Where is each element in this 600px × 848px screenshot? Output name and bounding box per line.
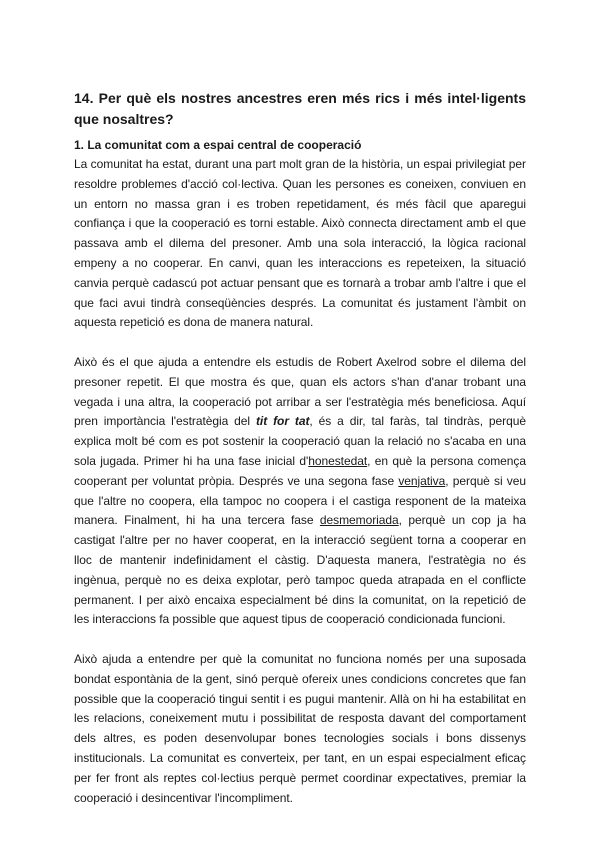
- term-venjativa: venjativa: [398, 473, 446, 488]
- paragraph-3: Això ajuda a entendre per què la comunitat no funciona només per una suposada bondat espontània de la gent, sinó perquè ofereix unes condicions concretes que fan possible que la cooperació tingui sentit i es pugui mantenir. Allà on hi ha estabilitat en les relacions, coneixement mutu i possibilitat de resposta davant del comportament dels altres, es poden desenvolupar bones tecnologies socials i bons dissenys institucionals. La comunitat es converteix, per tant, en un espai especialment eficaç per fer front als reptes col·lectius perquè permet coordinar expectatives, premiar la cooperació i desincentivar l'incompliment.: [74, 651, 526, 805]
- document-page: [74, 88, 526, 828]
- paragraph-2-text-5: , perquè un cop ja ha castigat l'altre per no haver cooperat, en la interacció següent torna a cooperar en lloc de mantenir indefinidament el càstig. D'aquesta manera, l'estratègia no és ingènua, perquè no es deixa explotar, però tampoc queda atrapada en el conflicte permanent. I per això encaixa especialment bé dins la comunitat, on la repetició de les interaccions fa possible que aquest tipus de cooperació condicionada funcioni.: [74, 513, 526, 627]
- paragraph-2-text-1: Això és el que ajuda a entendre els estudis de Robert Axelrod sobre el dilema del presoner repetit. El que mostra és que, quan els actors s'han d'anar trobant una vegada i una altra, la cooperació pot arribar a ser l'estratègia més beneficiosa. Aquí pren importància l'estratègia del: [74, 354, 526, 429]
- document-title: 14. Per què els nostres ancestres eren més rics i més intel·ligents que nosaltres?: [74, 90, 526, 127]
- paragraph-2: [74, 353, 526, 630]
- term-desmemoriada: desmemoriada: [319, 513, 399, 528]
- paragraph-2-text-4: , perquè si veu que l'altre no coopera, ella tampoc no coopera i el castiga responent de la mateixa manera. Finalment, hi ha una tercera fase: [74, 473, 526, 528]
- paragraph-2-text-3: , en què la persona comença cooperant per voluntat pròpia. Després ve una segona fase: [74, 453, 526, 488]
- paragraph-2-text-2: , és a dir, tal faràs, tal tindràs, perquè explica molt bé com es pot sostenir la cooperació quan la relació no s'acaba en una sola jugada. Primer hi ha una fase inicial d': [74, 414, 526, 468]
- term-honestedat: honestedat: [308, 453, 368, 468]
- paragraph-1: La comunitat ha estat, durant una part molt gran de la història, un espai privilegiat per resoldre problemes d'acció col·lectiva. Quan les persones es coneixen, conviuen en un entorn no massa gran i es troben repetidament, és més fàcil que aparegui confiança i que la cooperació es torni estable. Això connecta directament amb el que passava amb el dilema del presoner. Amb una sola interacció, la lògica racional empeny a no cooperar. En canvi, quan les interaccions es repeteixen, la situació canvia perquè cadascú pot actuar pensant que es tornarà a trobar amb l'altre i que el que faci avui tindrà conseqüències després. La comunitat és justament l'àmbit on aquesta repetició es dona de manera natural.: [74, 157, 526, 330]
- section-heading: 1. La comunitat com a espai central de cooperació: [74, 138, 362, 152]
- term-tit-for-tat: tit for tat: [255, 414, 310, 429]
